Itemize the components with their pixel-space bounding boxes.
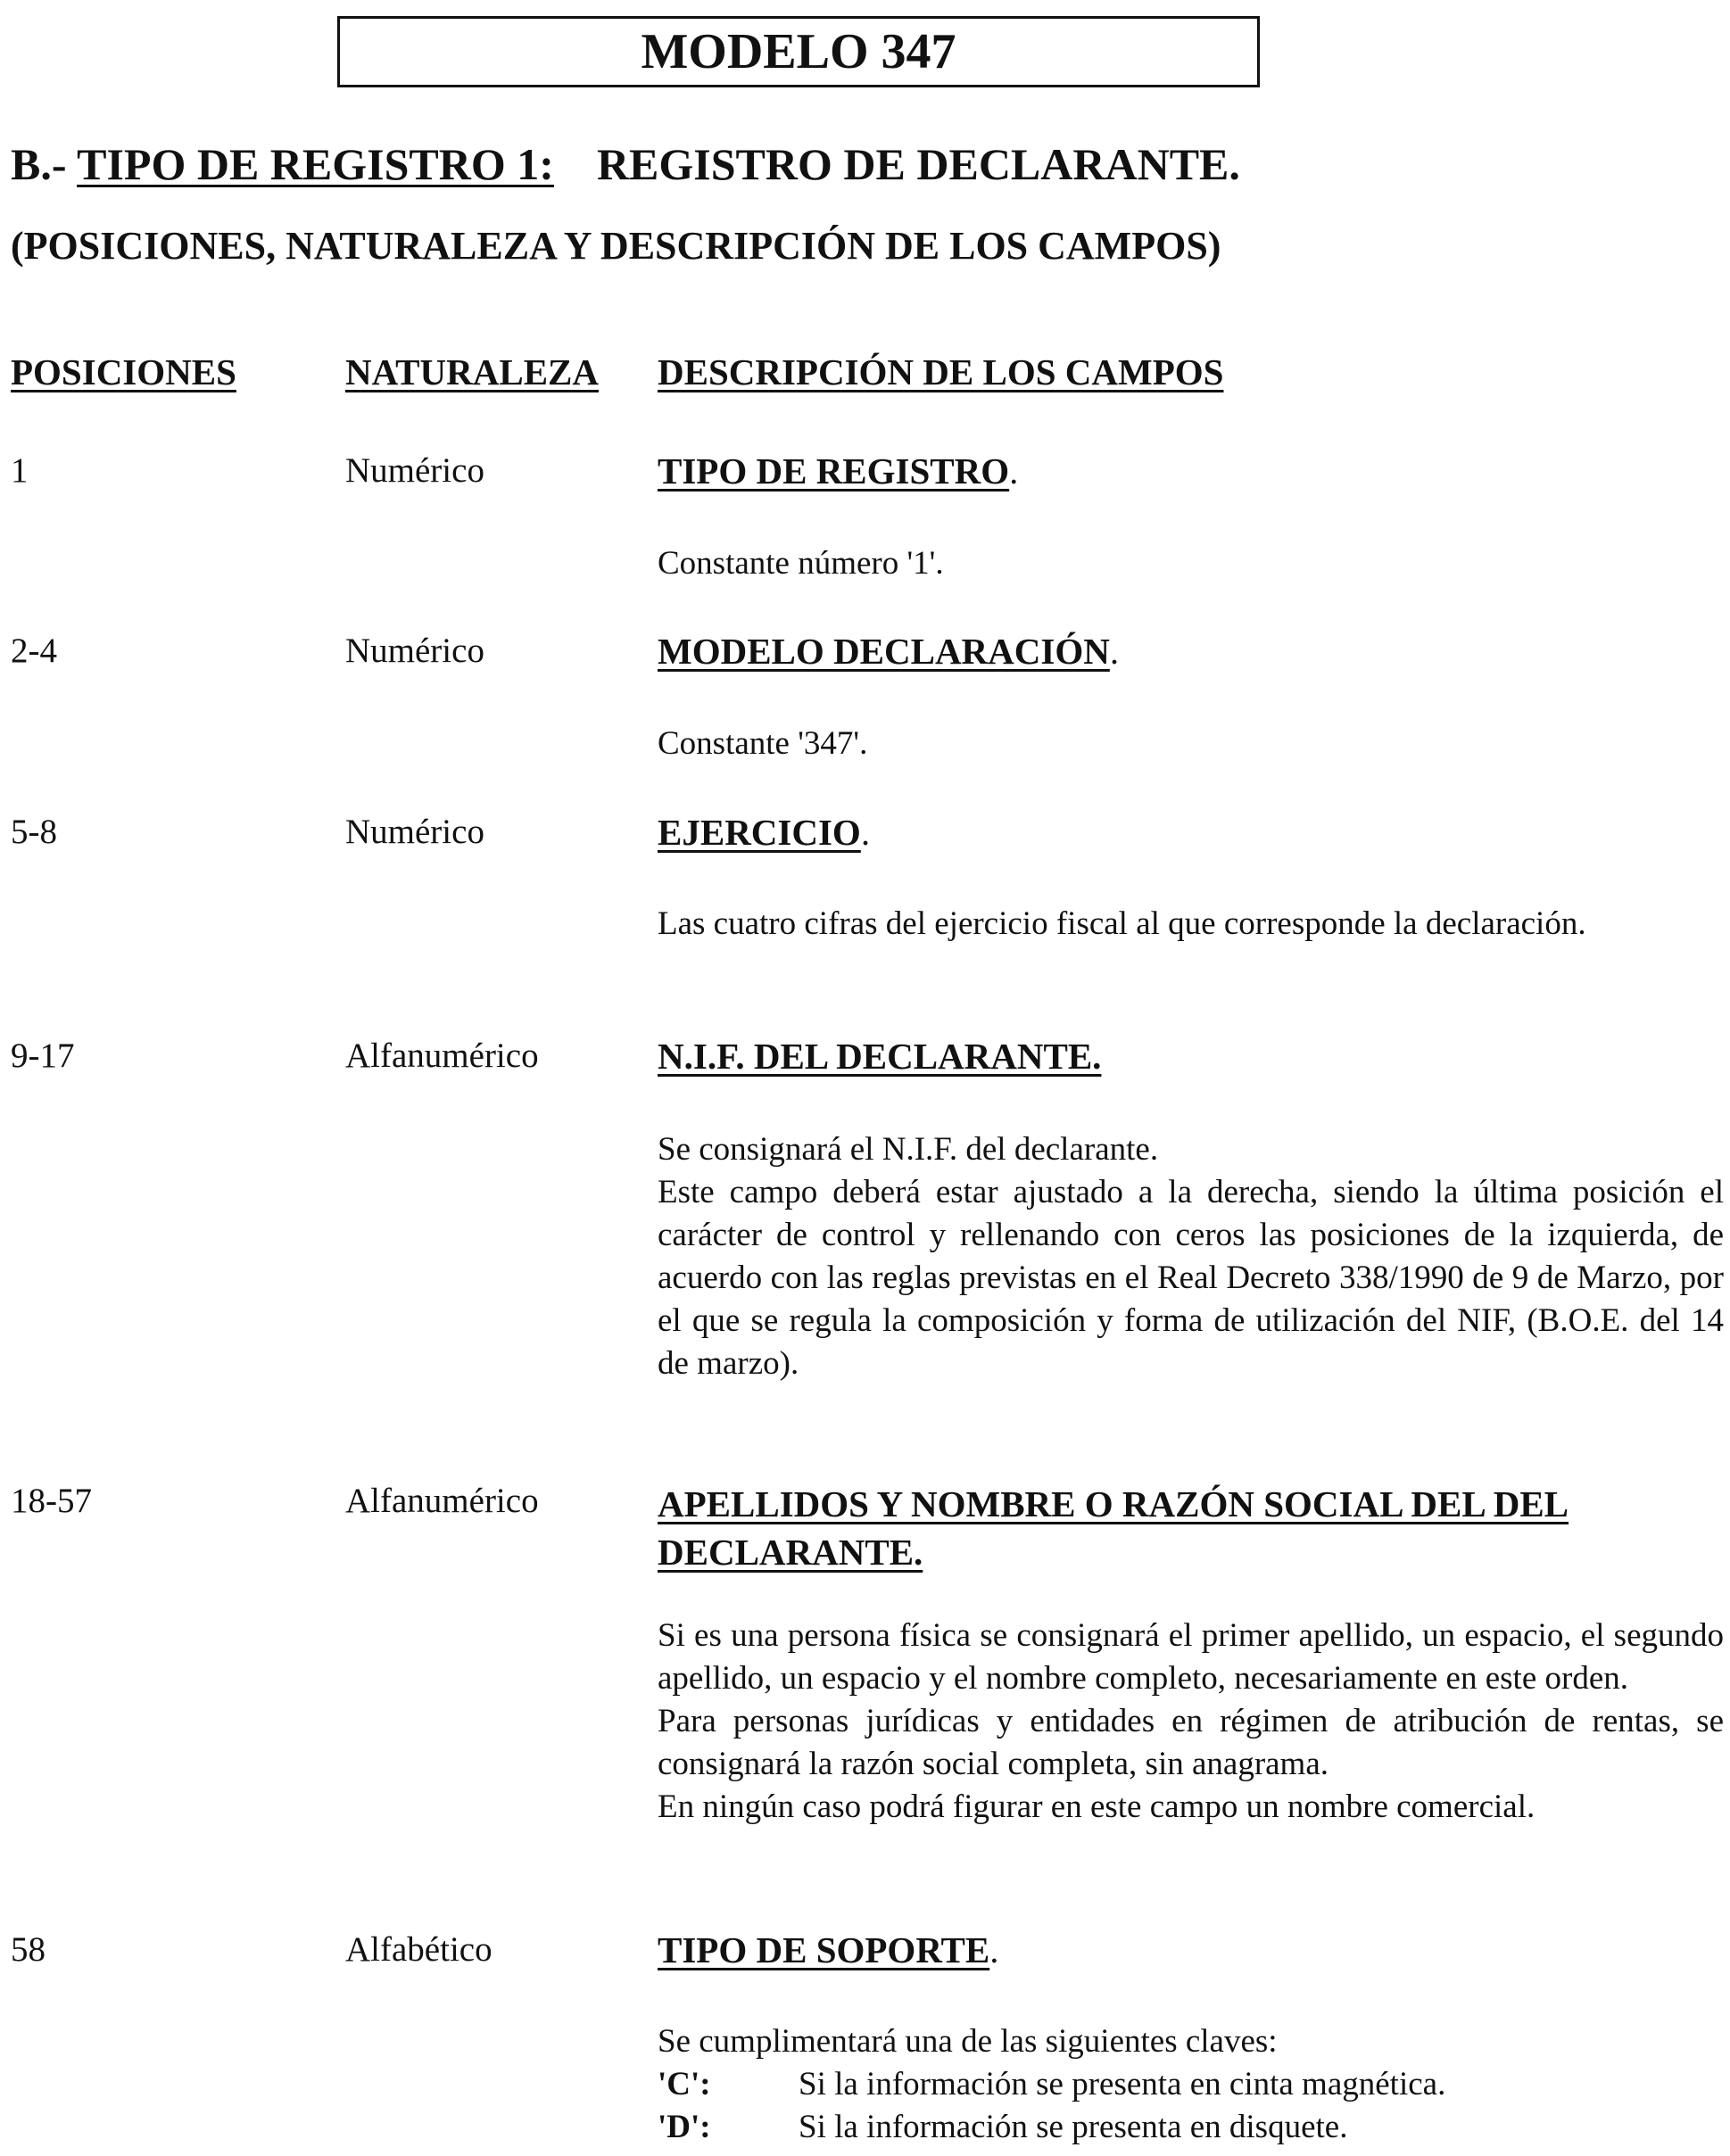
description-paragraph: Se consignará el N.I.F. del declarante.	[658, 1131, 1159, 1168]
field-title: MODELO DECLARACIÓN	[658, 631, 1110, 672]
row-description	[658, 903, 1724, 946]
key-text: Si la información se presenta en disquete.	[799, 2109, 1348, 2145]
description-paragraph: Este campo deberá estar ajustado a la derecha, siendo la última posición el carácter de control y rellenando con ceros las posiciones de la izquierda, de acuerdo con las reglas previstas en el Real Decreto 338/1990 de 9 de Marzo, por el que se regula la composición y forma de utilización del NIF, (B.O.E. del 14 de marzo).	[658, 1174, 1724, 1382]
field-title: TIPO DE REGISTRO	[658, 450, 1010, 492]
description-paragraph: Constante '347'.	[658, 725, 868, 762]
row-positions: 2-4	[11, 632, 57, 670]
row-positions: 1	[11, 451, 29, 490]
row-nature: Alfanumérico	[345, 1482, 539, 1520]
row-positions: 58	[11, 1930, 46, 1969]
row-field-name	[658, 1480, 1657, 1576]
row-description	[658, 1615, 1724, 1829]
key-code: 'C':	[658, 2066, 711, 2102]
heading-prefix: B.-	[11, 139, 78, 189]
row-positions: 9-17	[11, 1037, 75, 1075]
key-text: Si la información se presenta en cinta magnética.	[799, 2066, 1446, 2102]
field-suffix: .	[1109, 631, 1120, 672]
description-paragraph: Si es una persona física se consignará el primer apellido, un espacio, el segundo apellido, un espacio y el nombre completo, necesariamente en este orden.	[658, 1617, 1724, 1697]
field-suffix: .	[989, 1929, 999, 1970]
document-title	[337, 16, 1260, 87]
key-option-d	[658, 2106, 1724, 2149]
row-nature: Numérico	[345, 813, 484, 851]
row-field-name	[658, 630, 1724, 673]
row-description	[658, 542, 1724, 585]
field-title: N.I.F. DEL DECLARANTE.	[658, 1036, 1102, 1077]
field-suffix: .	[860, 812, 871, 853]
row-nature: Numérico	[345, 632, 484, 670]
row-description	[658, 723, 1724, 765]
title-text: MODELO 347	[641, 24, 956, 79]
field-title: TIPO DE SOPORTE	[658, 1929, 990, 1970]
description-paragraph: En ningún caso podrá figurar en este campo un nombre comercial.	[658, 1788, 1535, 1825]
column-header-description: DESCRIPCIÓN DE LOS CAMPOS	[658, 351, 1224, 392]
description-paragraph: Se cumplimentará una de las siguientes claves:	[658, 2023, 1278, 2060]
row-field-name	[658, 450, 1724, 492]
key-code: 'D':	[658, 2109, 711, 2145]
description-paragraph: Constante número '1'.	[658, 545, 944, 582]
description-paragraph: Las cuatro cifras del ejercicio fiscal al que corresponde la declaración.	[658, 905, 1586, 942]
row-field-name	[658, 811, 1724, 854]
field-title: EJERCICIO	[658, 812, 861, 853]
row-nature: Alfanumérico	[345, 1037, 539, 1075]
heading-record-type: TIPO DE REGISTRO 1:	[77, 139, 554, 189]
row-field-name	[658, 1929, 1724, 1971]
row-field-name	[658, 1035, 1724, 1078]
field-title: APELLIDOS Y NOMBRE O RAZÓN SOCIAL DEL DEL DECLARANTE.	[658, 1483, 1569, 1573]
row-description	[658, 2020, 1724, 2149]
key-option-c	[658, 2063, 1724, 2106]
row-positions: 5-8	[11, 813, 57, 851]
description-paragraph: Para personas jurídicas y entidades en régimen de atribución de rentas, se consignará la razón social completa, sin anagrama.	[658, 1703, 1724, 1782]
column-header-nature: NATURALEZA	[345, 351, 599, 392]
field-suffix: .	[1009, 450, 1019, 492]
heading-record-name: REGISTRO DE DECLARANTE.	[596, 139, 1240, 189]
section-heading	[11, 138, 1240, 190]
row-nature: Alfabético	[345, 1930, 493, 1969]
row-positions: 18-57	[11, 1482, 92, 1520]
section-subheading: (POSICIONES, NATURALEZA Y DESCRIPCIÓN DE LOS CAMPOS)	[11, 224, 1221, 268]
row-description	[658, 1128, 1724, 1385]
column-header-positions: POSICIONES	[11, 351, 236, 392]
row-nature: Numérico	[345, 451, 484, 490]
